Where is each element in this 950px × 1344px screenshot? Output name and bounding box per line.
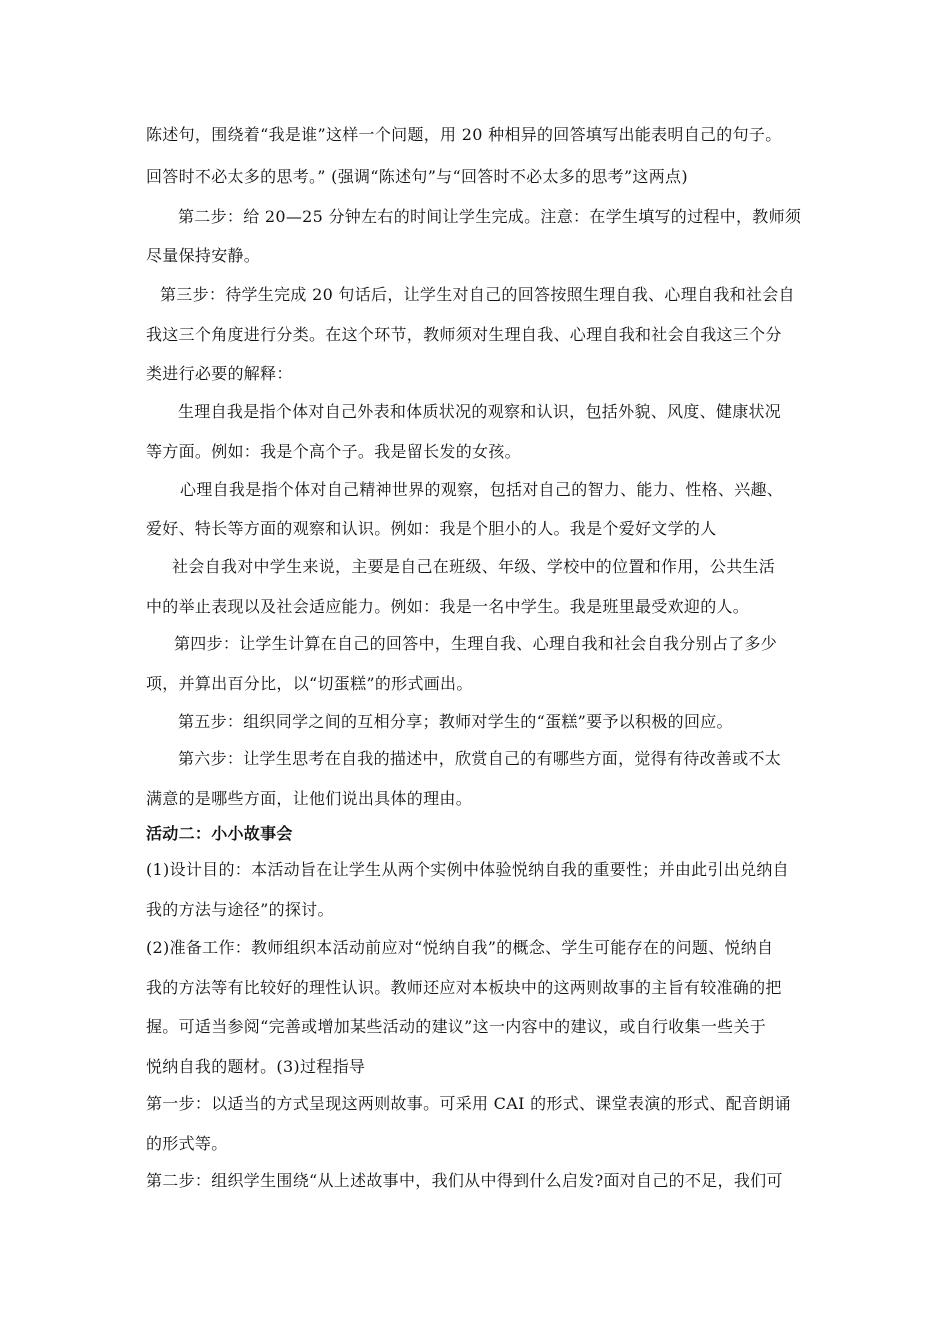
paragraph-line: 回答时不必太多的思考。” (强调“陈述句”与“回答时不必太多的思考”这两点) — [146, 167, 688, 186]
paragraph-line: 我这三个角度进行分类。在这个环节，教师须对生理自我、心理自我和社会自我这三个分 — [146, 325, 782, 344]
paragraph-line: 满意的是哪些方面，让他们说出具体的理由。 — [146, 789, 473, 808]
paragraph-line: 社会自我对中学生来说，主要是自己在班级、年级、学校中的位置和作用，公共生活 — [172, 557, 776, 576]
paragraph-line: (1)设计目的：本活动旨在让学生从两个实例中体验悦纳自我的重要性；并由此引出兑纳自 — [146, 860, 789, 879]
paragraph-line: 心理自我是指个体对自己精神世界的观察，包括对自己的智力、能力、性格、兴趣、 — [180, 480, 784, 499]
paragraph-line: 陈述句，围绕着“我是谁”这样一个问题，用 20 种相异的回答填写出能表明自己的句子。 — [146, 125, 782, 144]
paragraph-line: 第四步：让学生计算在自己的回答中，生理自我、心理自我和社会自我分别占了多少 — [174, 634, 778, 653]
paragraph-line: 第三步：待学生完成 20 句话后，让学生对自己的回答按照生理自我、心理自我和社会自 — [160, 285, 795, 304]
paragraph-line: 中的举止表现以及社会适应能力。例如：我是一名中学生。我是班里最受欢迎的人。 — [146, 597, 750, 616]
paragraph-line: 的形式等。 — [146, 1134, 228, 1153]
paragraph-line: 项，并算出百分比，以“切蛋糕”的形式画出。 — [146, 674, 473, 693]
paragraph-line: 等方面。例如：我是个高个子。我是留长发的女孩。 — [146, 442, 521, 461]
paragraph-line: 生理自我是指个体对自己外表和体质状况的观察和认识，包括外貌、风度、健康状况 — [178, 402, 782, 421]
paragraph-line: 我的方法等有比较好的理性认识。教师还应对本板块中的这两则故事的主旨有较准确的把 — [146, 978, 782, 997]
paragraph-line: 第六步：让学生思考在自我的描述中，欣赏自己的有哪些方面，觉得有待改善或不太 — [178, 749, 782, 768]
paragraph-line: 第二步：给 20—25 分钟左右的时间让学生完成。注意：在学生填写的过程中，教师须 — [178, 207, 802, 226]
paragraph-line: 第一步：以适当的方式呈现这两则故事。可采用 CAI 的形式、课堂表演的形式、配音朗诵 — [146, 1094, 791, 1113]
paragraph-line: 我的方法与途径”的探讨。 — [146, 900, 334, 919]
section-heading: 活动二：小小故事会 — [146, 824, 293, 843]
paragraph-line: (2)准备工作：教师组织本活动前应对“悦纳自我”的概念、学生可能存在的问题、悦纳自 — [146, 938, 774, 957]
paragraph-line: 第五步：组织同学之间的互相分享；教师对学生的“蛋糕”要予以积极的回应。 — [178, 712, 733, 731]
paragraph-line: 尽量保持安静。 — [146, 246, 261, 265]
paragraph-line: 类进行必要的解释： — [146, 364, 293, 383]
paragraph-line: 爱好、特长等方面的观察和认识。例如：我是个胆小的人。我是个爱好文学的人 — [146, 519, 717, 538]
paragraph-line: 悦纳自我的题材。(3)过程指导 — [146, 1057, 366, 1076]
paragraph-line: 握。可适当参阅“完善或增加某些活动的建议”这一内容中的建议，或自行收集一些关于 — [146, 1017, 767, 1036]
paragraph-line: 第二步：组织学生围绕“从上述故事中，我们从中得到什么启发?面对自己的不足，我们可 — [146, 1171, 783, 1190]
